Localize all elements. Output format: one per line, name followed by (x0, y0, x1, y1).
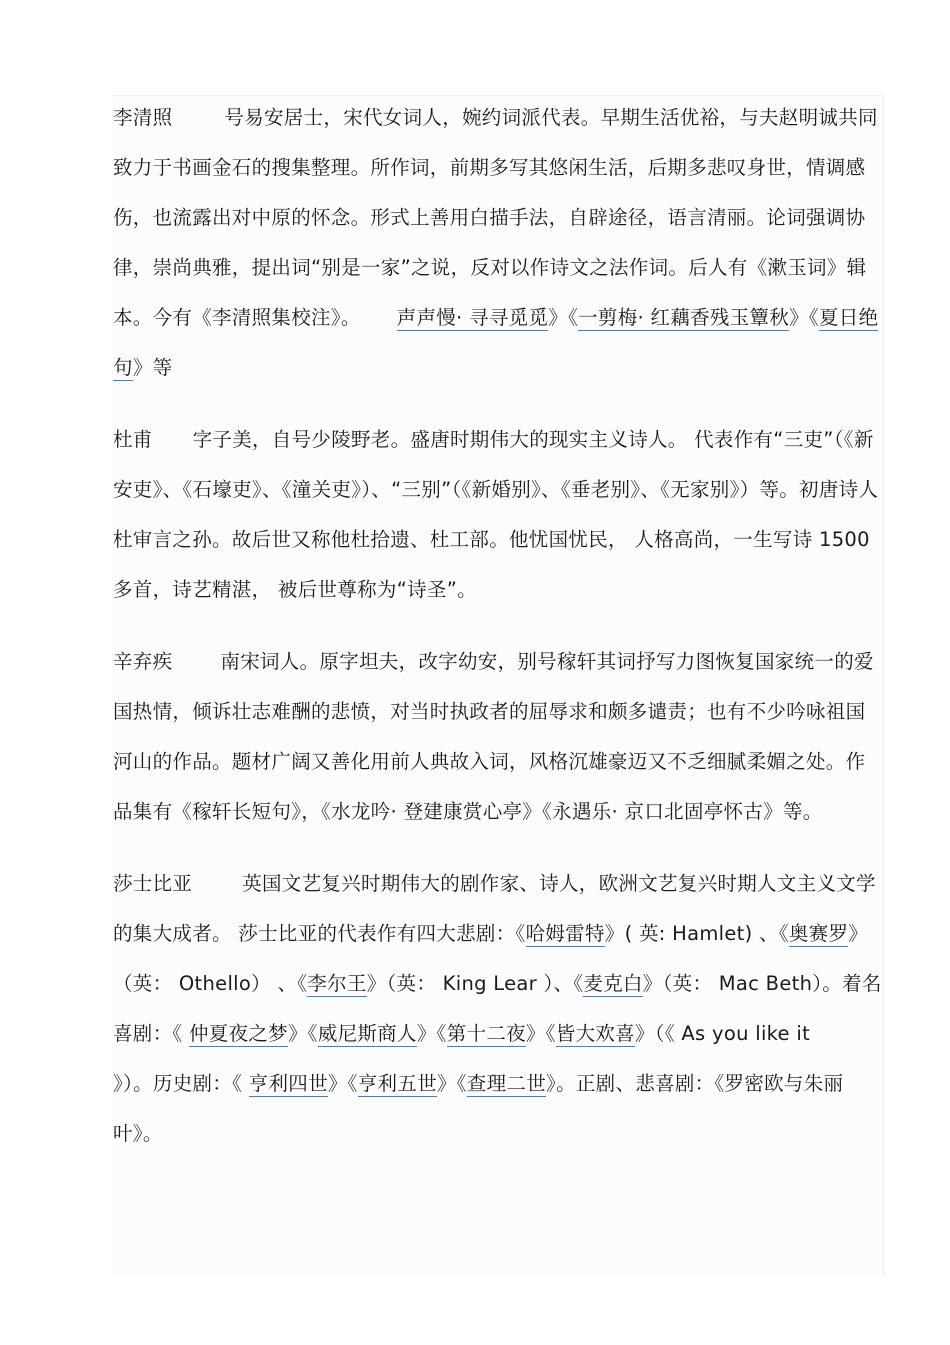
text-fragment: （英： King Lear ）、 (386, 972, 574, 995)
work-link[interactable]: 亨利五世 (357, 1072, 437, 1095)
text-fragment: 》）。历史剧： (113, 1072, 233, 1095)
work-link[interactable]: 亨利四世 (248, 1072, 328, 1095)
text-fragment: 《罗密欧与朱丽叶》。 (113, 1072, 844, 1145)
work-link[interactable]: 夏日绝句 (113, 306, 879, 379)
text-fragment: （《 As you like it (654, 1022, 811, 1045)
work-link[interactable]: 威尼斯商人 (317, 1022, 417, 1045)
text-fragment: ( 英: Hamlet) 、 (624, 922, 779, 945)
entry-body: 南宋词人。原字坦夫，改字幼安，别号稼轩其词抒写力图恢复国家统一的爱国热情，倾诉壮志难酬的悲愤，对当时执政者的屈辱求和颇多谴责；也有不少吟咏祖国河山的作品。题材广阔又善化用前人典故入词，风格沉雄豪迈又不乏细腻柔媚之处。作品集有《稼轩长短句》，《水龙吟· 登建康赏心亭》《永遇乐· 京口北固亭怀古》等。 (113, 650, 874, 823)
work-link[interactable]: 仲夏夜之梦 (188, 1022, 288, 1045)
work-link[interactable]: 皆大欢喜 (555, 1022, 635, 1045)
work-link[interactable]: 声声慢· 寻寻觅觅 (396, 306, 549, 329)
entry-body: 字子美，自号少陵野老。盛唐时期伟大的现实主义诗人。 代表作有“三吏”（《新安吏》、《石壕吏》、《潼关吏》）、“三别”（《新婚别》、《垂老别》、《无家别》）等。初唐诗人杜审言之孙。故后世又称他杜拾遗、杜工部。他忧国忧民， 人格高尚，一生写诗 1500 多首，诗艺精湛， 被后世尊称为“诗圣”。 (113, 428, 879, 601)
text-fragment: 。正剧、悲喜剧： (556, 1072, 715, 1095)
entry-li-qingzhao: 李清照 号易安居士，宋代女词人，婉约词派代表。早期生活优裕，与夫赵明诚共同致力于书画金石的搜集整理。所作词，前期多写其悠闲生活，后期多悲叹身世，情调感伤，也流露出对中原的怀念。形式上善用白描手法，自辟途径，语言清丽。论词强调协律，崇尚典雅，提出词“别是一家”之说，反对以作诗文之法作词。后人有《漱玉词》辑本。今有《李清照集校注》。 声声慢· 寻寻觅觅》《一剪梅· 红藕香残玉簟秋》《夏日绝句》等 (113, 93, 883, 393)
work-link[interactable]: 哈姆雷特 (525, 922, 605, 945)
entry-name: 李清照 (113, 106, 173, 129)
work-link[interactable]: 麦克白 (583, 972, 643, 995)
entry-xin-qiji (113, 637, 883, 837)
entry-name: 杜甫 (113, 428, 153, 451)
text-fragment: （英： Mac Beth）。着名喜剧： (113, 972, 882, 1045)
document-content (113, 93, 883, 1159)
entry-name: 辛弃疾 (113, 650, 173, 673)
work-link[interactable]: 一剪梅· 红藕香残玉簟秋 (578, 306, 790, 329)
entry-du-fu (113, 415, 883, 615)
entry-intro: 英国文艺复兴时期伟大的剧作家、诗人，欧洲文艺复兴时期人文主义文学的集大成者。 莎士比亚的代表作有四大悲剧： (113, 872, 876, 945)
work-link[interactable]: 第十二夜 (446, 1022, 526, 1045)
work-link[interactable]: 奥赛罗 (788, 922, 849, 945)
work-link[interactable]: 查理二世 (466, 1072, 546, 1095)
entry-shakespeare: 莎士比亚 英国文艺复兴时期伟大的剧作家、诗人，欧洲文艺复兴时期人文主义文学的集大成者。 莎士比亚的代表作有四大悲剧：《哈姆雷特》( 英: Hamlet) 、《奥赛罗》（英： Othello） 、《李尔王》（英： King Lear ）、《麦克白》（英： Mac Beth）。着名喜剧：《 仲夏夜之梦》《威尼斯商人》《第十二夜》《皆大欢喜》（《 As you like it》）。历史剧：《 亨利四世》《亨利五世》《查理二世》。正剧、悲喜剧：《罗密欧与朱丽叶》。 (113, 859, 883, 1159)
work-link[interactable]: 李尔王 (307, 972, 367, 995)
entry-name: 莎士比亚 (113, 872, 193, 895)
entry-body: 号易安居士，宋代女词人，婉约词派代表。早期生活优裕，与夫赵明诚共同致力于书画金石的搜集整理。所作词，前期多写其悠闲生活，后期多悲叹身世，情调感伤，也流露出对中原的怀念。形式上善用白描手法，自辟途径，语言清丽。论词强调协律，崇尚典雅，提出词“别是一家”之说，反对以作诗文之法作词。后人有《漱玉词》辑本。今有《李清照集校注》。 (113, 106, 878, 329)
text-fragment: （英： Othello） 、 (113, 972, 298, 995)
entry-tail: 等 (152, 356, 173, 379)
